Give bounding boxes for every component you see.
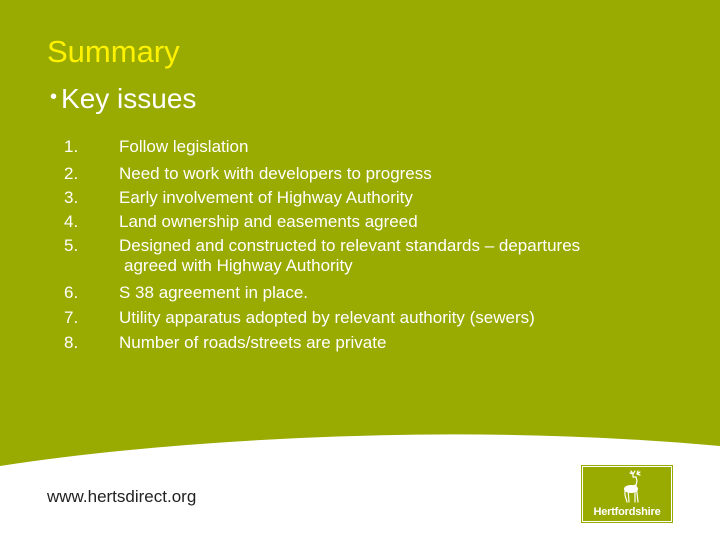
list-item-number: 5. [64, 236, 79, 255]
list-item-text: Early involvement of Highway Authority [119, 188, 413, 207]
list-item-line: Designed and constructed to relevant standards – departures [119, 236, 581, 255]
list-item-number: 3. [64, 188, 79, 207]
list-item-text: Number of roads/streets are private [119, 333, 387, 352]
bullet-dot-icon: • [50, 86, 58, 108]
list-item-text [119, 236, 689, 276]
list-item-text: S 38 agreement in place. [119, 283, 309, 302]
list-item-text: Utility apparatus adopted by relevant authority (sewers) [119, 308, 535, 327]
list-item-text: Land ownership and easements agreed [119, 212, 418, 231]
list-item-number: 4. [64, 212, 79, 231]
list-item-number: 6. [64, 283, 79, 302]
logo-text: Hertfordshire [593, 506, 661, 518]
list-item-continuation: agreed with Highway Authority [124, 256, 353, 275]
list-item-text: Need to work with developers to progress [119, 164, 432, 183]
footer-url[interactable]: www.hertsdirect.org [47, 487, 197, 506]
bullet-heading-text: Key issues [61, 83, 197, 114]
slide-title: Summary [47, 34, 180, 69]
list-item-number: 1. [64, 137, 79, 156]
list-item-number: 2. [64, 164, 79, 183]
list-item-text: Follow legislation [119, 137, 249, 156]
list-item-number: 8. [64, 333, 79, 352]
bullet-heading [50, 83, 196, 115]
list-item-number: 7. [64, 308, 79, 327]
